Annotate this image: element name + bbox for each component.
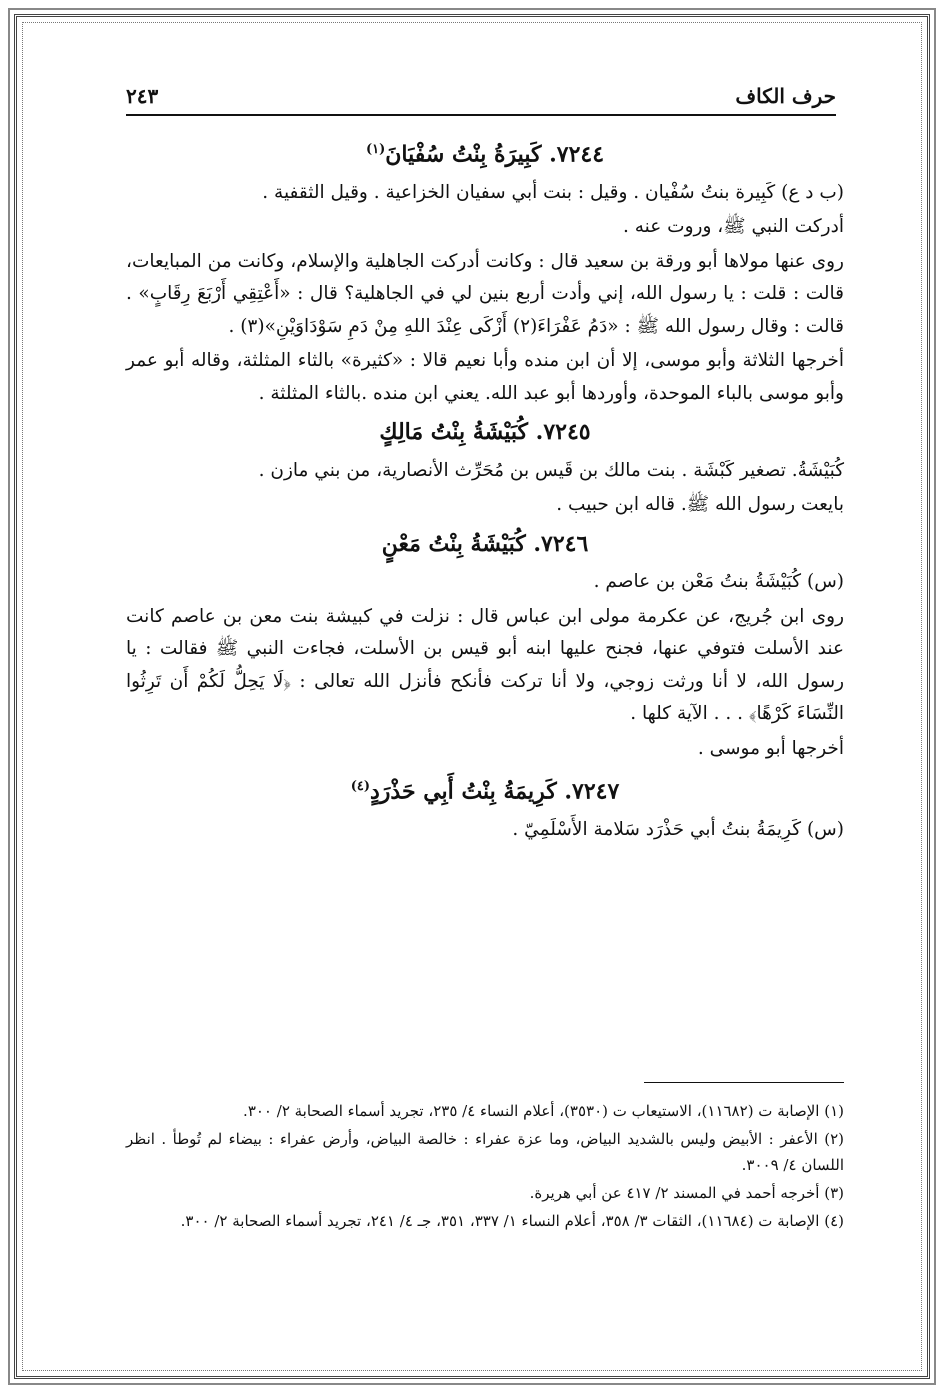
entry-title-text: ٧٢٤٤. كَبِيرَةُ بِنْتُ سُفْيَانَ [385, 141, 605, 168]
footnote: (٢) الأعفر : الأبيض وليس بالشديد البياض، وما عزة عفراء : خالصة البياض، وأرض عفراء : بيضاء لم تُوطأ . انظر اللسان ٤/ ٣٠٠٩. [126, 1130, 844, 1174]
entry-title-7245 [126, 416, 844, 449]
footnote-ref: (٤) [350, 779, 370, 795]
footnote-divider [644, 1082, 844, 1083]
entry-paragraph: (س) كَرِيمَةُ بنتُ أبي حَذْرَد سَلامة الأَسْلَمِيّ . [512, 819, 844, 841]
entry-paragraph: كُبَيْشَةُ. تصغير كَبْشَة . بنت مالك بن قَيس بن مُحَرِّث الأنصارية، من بني مازن . [258, 459, 844, 481]
entry-title-7247 [126, 771, 844, 808]
entry-title-7246 [126, 528, 844, 561]
footnotes [126, 1098, 844, 1236]
entry-title-text: ٧٢٤٦. كُبَيْشَةُ بِنْتُ مَعْنٍ [381, 530, 589, 557]
entry-paragraph: بايعت رسول الله ﷺ. قاله ابن حبيب . [556, 494, 844, 516]
entry-paragraph: (س) كُبَيْشَةُ بنتُ مَعْن بن عاصم . [593, 571, 844, 593]
entry-title-7244 [126, 134, 844, 171]
entry-title-text: ٧٢٤٧. كَرِيمَةُ بِنْتُ أَبِي حَذْرَدٍ [369, 778, 620, 805]
entry-paragraph: أدركت النبي ﷺ، وروت عنه . [622, 216, 844, 238]
page-number: ٢٤٣ [126, 84, 159, 108]
entry-paragraph: أخرجها الثلاثة وأبو موسى، إلا أن ابن منده وأبا نعيم قالا : «كثيرة» بالثاء المثلثة، وقاله أبو عمر وأبو موسى بالباء الموحدة، وأوردها أبو عبد الله. يعني ابن منده .بالثاء المثلثة . [126, 350, 844, 404]
footnote: (٤) الإصابة ت (١١٦٨٤)، الثقات ٣/ ٣٥٨، أعلام النساء ١/ ٣٣٧، ٣٥١، جـ ٤/ ٢٤١، تجريد أسماء الصحابة ٢/ ٣٠٠. [180, 1212, 844, 1230]
section-title: حرف الكاف [735, 84, 836, 108]
page-body [126, 128, 844, 849]
entry-title-text: ٧٢٤٥. كُبَيْشَةُ بِنْتُ مَالِكٍ [379, 419, 591, 446]
entry-paragraph: أخرجها أبو موسى . [697, 737, 844, 759]
footnote-ref: (١) [365, 142, 386, 157]
footnote: (١) الإصابة ت (١١٦٨٢)، الاستيعاب ت (٣٥٣٠)، أعلام النساء ٤/ ٢٣٥، تجريد أسماء الصحابة ٢/ ٣٠٠. [243, 1102, 844, 1120]
entry-paragraph: روى ابن جُريج، عن عكرمة مولى ابن عباس قال : نزلت في كبيشة بنت معن بن عاصم كانت عند الأسلت فتوفي عنها، فجنح عليها ابنه أبو قيس بن الأسلت، فجاءت النبي ﷺ فقالت : يا رسول الله، لا أنا ورثت زوجي، ولا أنا تركت فأنكح فأنزل الله تعالى : ﴿لَا يَحِلُّ لَكُمْ أَن تَرِثُوا النِّسَاءَ كَرْهًا﴾ . . . الآية كلها . [126, 605, 844, 725]
footnote: (٣) أخرجه أحمد في المسند ٢/ ٤١٧ عن أبي هريرة. [529, 1184, 844, 1202]
entry-paragraph: روى عنها مولاها أبو ورقة بن سعيد قال : وكانت أدركت الجاهلية والإسلام، وكانت من المبايعات، قالت : قلت : يا رسول الله، إني وأدت أربع بنين لي في الجاهلية؟ قال : «أَعْتِقِي أَرْبَعَ رِقَابٍ» . قالت : وقال رسول الله ﷺ : «دَمُ عَفْرَاءَ(٢) أَزْكَى عِنْدَ اللهِ مِنْ دَمِ سَوْدَاوَيْنِ»(٣) . [126, 250, 844, 337]
entry-paragraph: (ب د ع) كَبِيرة بنتُ سُفْيان . وقيل : بنت أبي سفيان الخزاعية . وقيل الثقفية . [262, 181, 844, 203]
page-header [126, 78, 836, 116]
